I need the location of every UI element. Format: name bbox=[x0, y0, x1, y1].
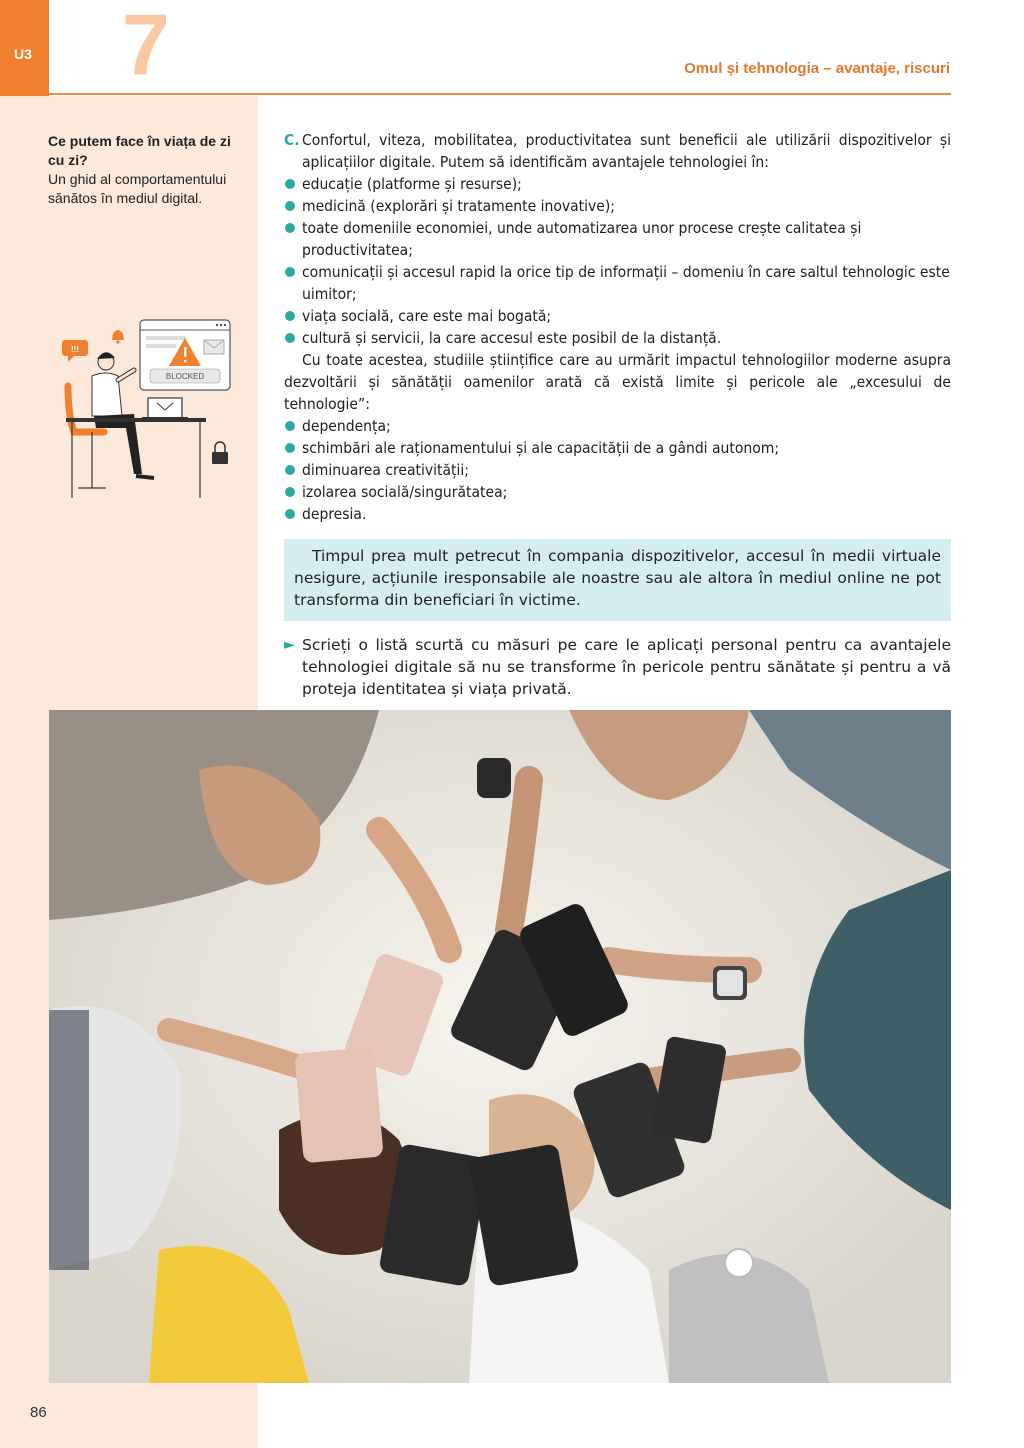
photo-illustration bbox=[49, 710, 951, 1383]
intro-text: Confortul, viteza, mobilitatea, productivitatea sunt beneficii ale utilizării dispozitivelor și aplicațiilor digitale. Putem să identificăm avantajele tehnologiei în: bbox=[302, 131, 951, 171]
unit-tab bbox=[0, 0, 49, 96]
sidebar-subtitle: Un ghid al comportamentului sănătos în mediul digital. bbox=[48, 171, 227, 206]
list-item: izolarea socială/singurătatea; bbox=[284, 481, 951, 503]
sidebar-question: Ce putem face în viața de zi cu zi? bbox=[48, 133, 231, 168]
page-number: 86 bbox=[30, 1404, 47, 1421]
alert-bubble bbox=[62, 340, 88, 362]
sidebar-note bbox=[48, 132, 248, 208]
list-item: schimbări ale raționamentului și ale capacității de a gândi autonom; bbox=[284, 437, 951, 459]
list-item: dependența; bbox=[284, 415, 951, 437]
blocked-label: BLOCKED bbox=[165, 372, 205, 381]
task-text: Scrieți o listă scurtă cu măsuri pe care le aplicați personal pentru ca avantajele tehnologiei digitale să nu se transforme în pericole pentru sănătate și pentru a vă proteja identitatea și viața privată. bbox=[302, 636, 951, 698]
list-item: diminuarea creativității; bbox=[284, 459, 951, 481]
arrow-icon: ► bbox=[284, 637, 295, 653]
alert-text: !!! bbox=[71, 345, 79, 354]
chapter-number: 7 bbox=[122, 0, 170, 93]
list-item: viața socială, care este mai bogată; bbox=[284, 305, 951, 327]
unit-label: U3 bbox=[14, 46, 32, 62]
list-item: comunicații și accesul rapid la orice tip de informații – domeniu în care saltul tehnologic este uimitor; bbox=[284, 261, 951, 305]
risks-intro: Cu toate acestea, studiile științifice care au urmărit impactul tehnologiilor moderne asupra dezvoltării și sănătății oamenilor arată că există limite și pericole ale „excesului de tehnologie”: bbox=[284, 351, 951, 413]
list-item: toate domeniile economiei, unde automatizarea unor procese crește calitatea și productivitatea; bbox=[284, 217, 951, 261]
task-instruction bbox=[284, 634, 951, 700]
bell-icon bbox=[112, 330, 124, 344]
list-item: cultură și servicii, la care accesul este posibil de la distanță. bbox=[284, 327, 951, 349]
mail-icon bbox=[204, 340, 224, 354]
page-title: Omul și tehnologia – avantaje, riscuri bbox=[684, 60, 950, 77]
section-letter: C. bbox=[284, 131, 300, 149]
section-c bbox=[284, 129, 951, 525]
advantages-list bbox=[284, 173, 951, 349]
list-item: educație (platforme și resurse); bbox=[284, 173, 951, 195]
lock-icon bbox=[212, 442, 228, 464]
callout-box: Timpul prea mult petrecut în compania dispozitivelor, accesul în medii virtuale nesigure, acțiunile iresponsabile ale noastre sau ale altora în mediul online ne pot transforma din beneficiari în victime. bbox=[284, 539, 951, 621]
section-c-intro bbox=[284, 129, 951, 173]
risks-list bbox=[284, 415, 951, 525]
group-phones-photo bbox=[49, 710, 951, 1383]
blocked-computer-illustration bbox=[60, 318, 238, 508]
list-item: depresia. bbox=[284, 503, 951, 525]
list-item: medicină (explorări și tratamente inovative); bbox=[284, 195, 951, 217]
header-divider bbox=[49, 93, 951, 95]
